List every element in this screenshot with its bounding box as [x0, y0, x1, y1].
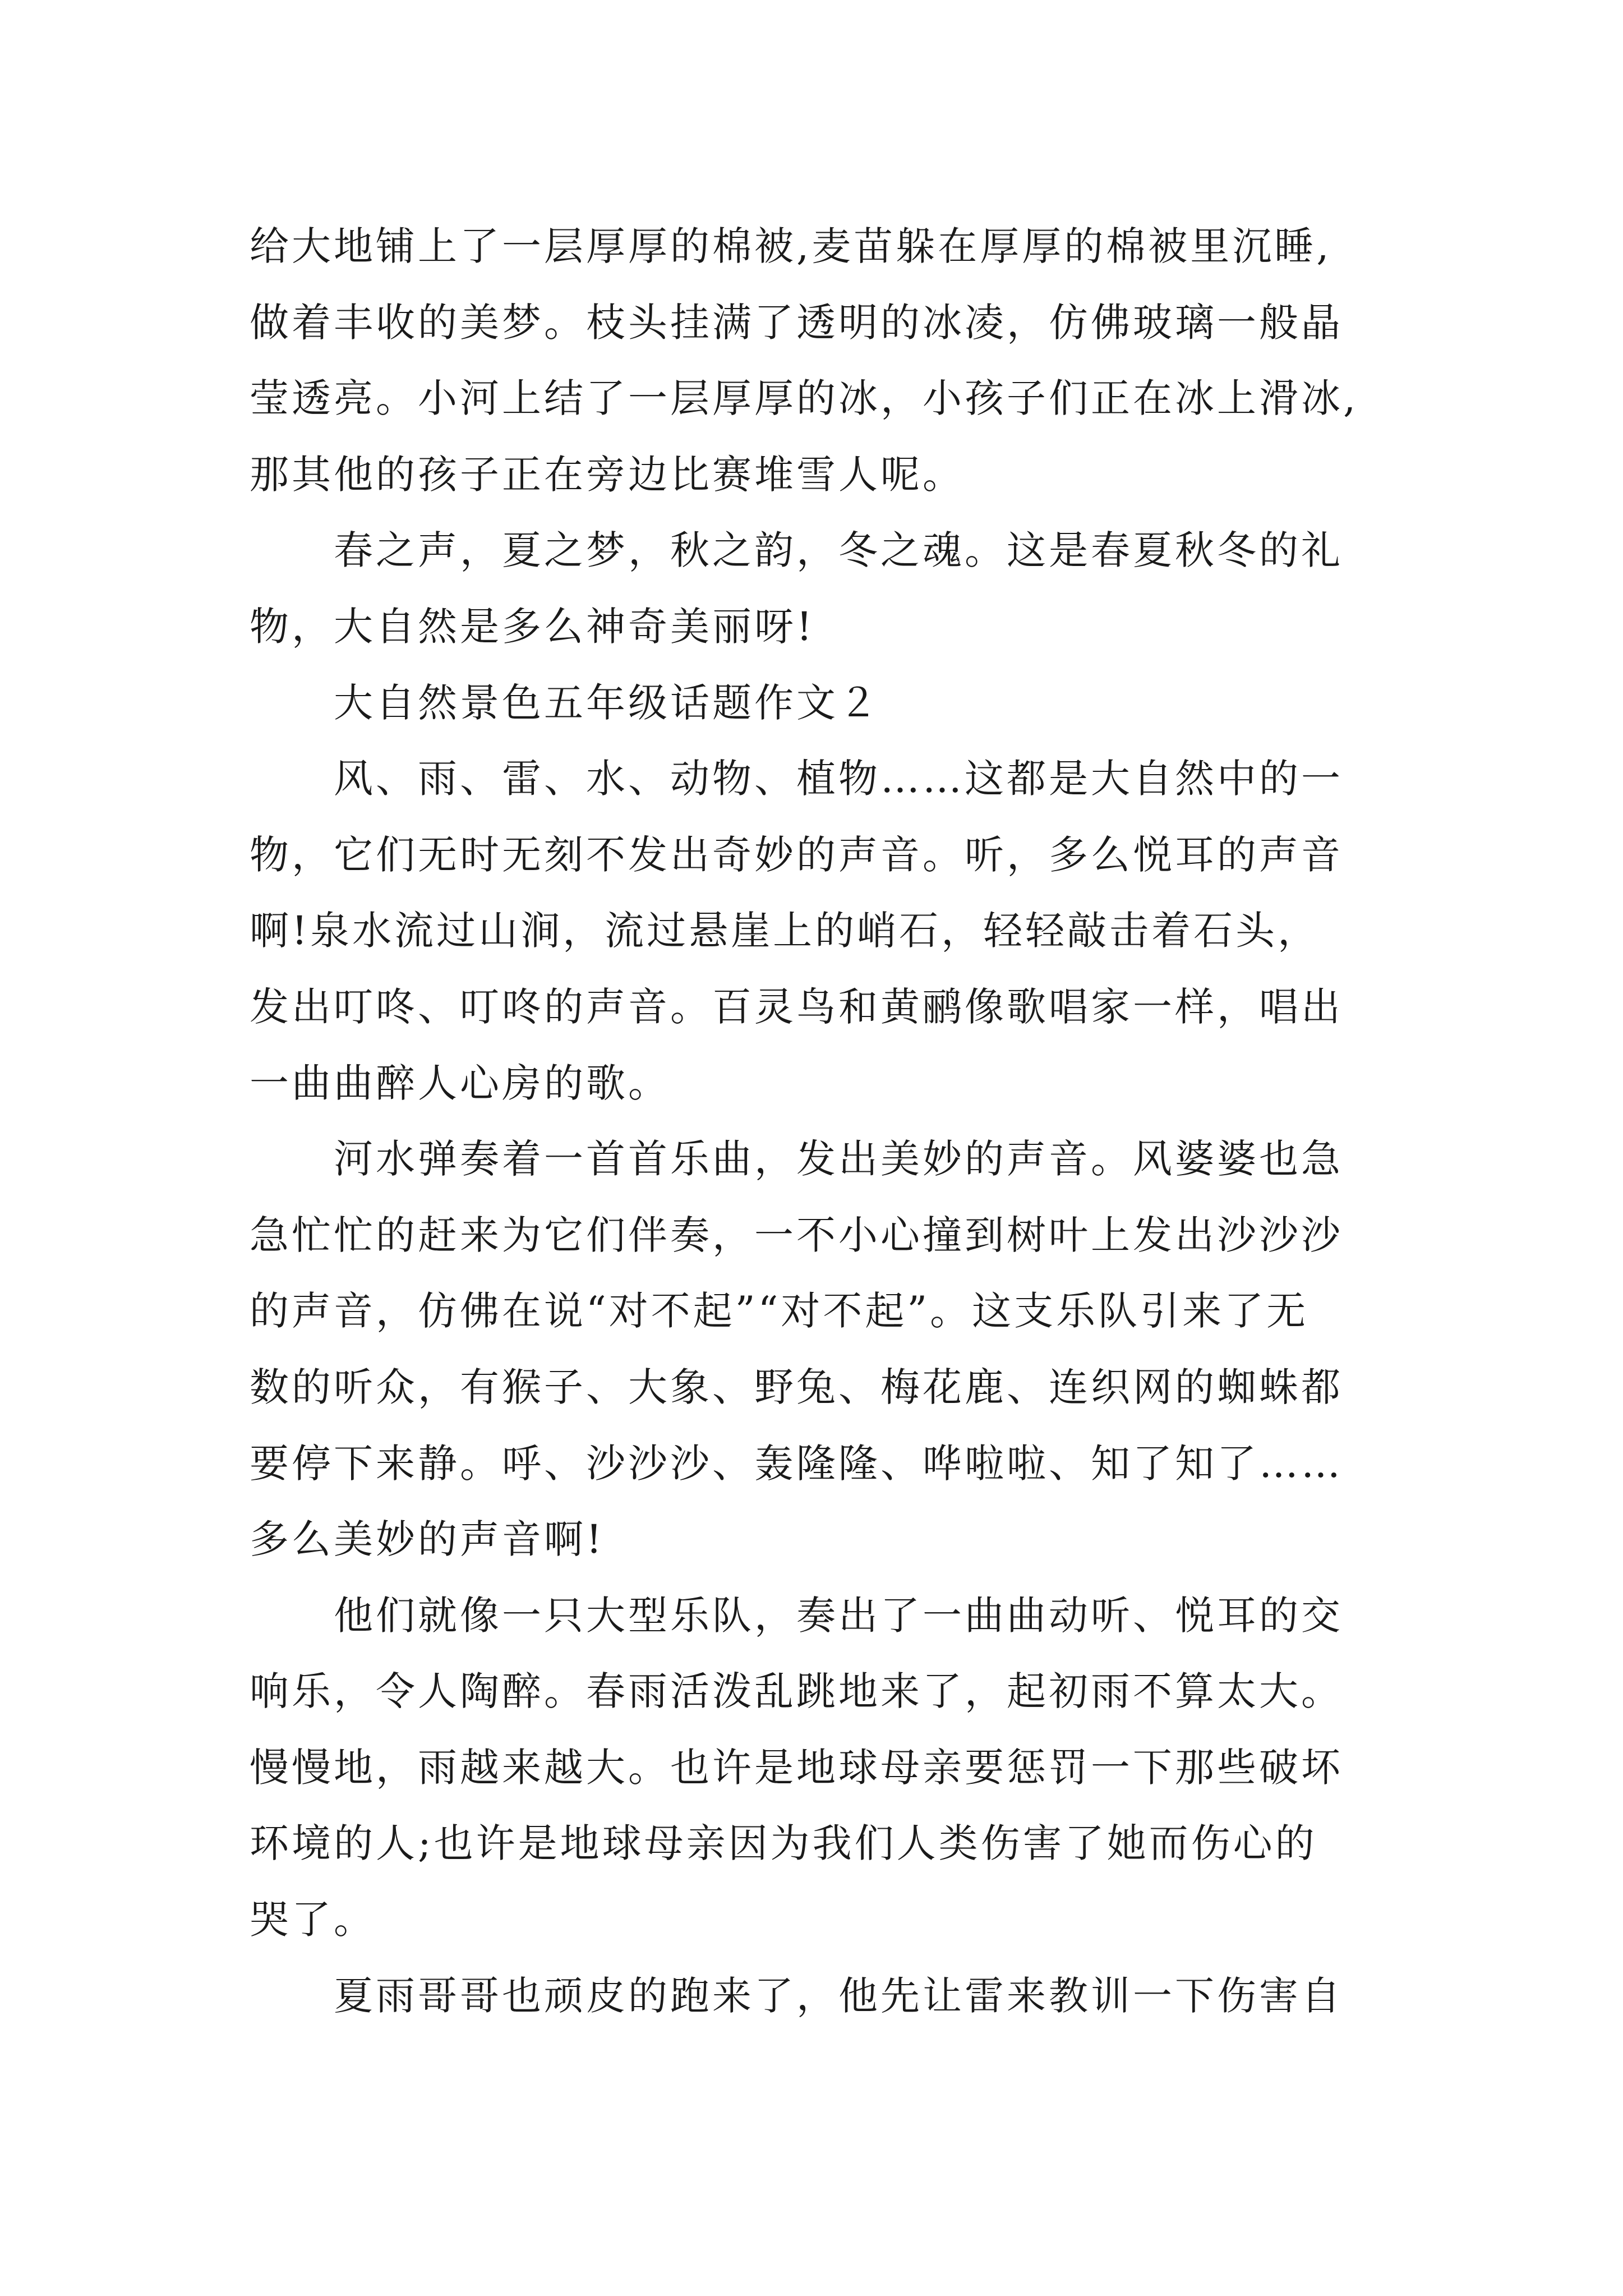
text-line: 数的听众，有猴子、大象、野兔、梅花鹿、连织网的蜘蛛都 — [250, 1364, 1343, 1410]
text-line: 啊!泉水流过山涧，流过悬崖上的峭石，轻轻敲击着石头， — [250, 908, 1320, 954]
text-line: 物，大自然是多么神奇美丽呀! — [250, 603, 815, 650]
text-line: 慢慢地，雨越来越大。也许是地球母亲要惩罚一下那些破坏 — [250, 1744, 1343, 1791]
section-heading: 大自然景色五年级话题作文２ — [334, 679, 880, 726]
text-line: 莹透亮。小河上结了一层厚厚的冰，小孩子们正在冰上滑冰, — [250, 375, 1359, 422]
paragraph-start-line: 风、雨、雷、水、动物、植物……这都是大自然中的一 — [334, 756, 1343, 802]
paragraph-start-line: 夏雨哥哥也顽皮的跑来了，他先让雷来教训一下伤害自 — [334, 1972, 1343, 2019]
text-line: 多么美妙的声音啊! — [250, 1516, 605, 1563]
text-line: 做着丰收的美梦。枝头挂满了透明的冰凌，仿佛玻璃一般晶 — [250, 299, 1343, 346]
text-line: 发出叮咚、叮咚的声音。百灵鸟和黄鹂像歌唱家一样，唱出 — [250, 983, 1343, 1030]
paragraph-start-line: 他们就像一只大型乐队，奏出了一曲曲动听、悦耳的交 — [334, 1592, 1343, 1639]
text-line: 急忙忙的赶来为它们伴奏，一不小心撞到树叶上发出沙沙沙 — [250, 1212, 1343, 1258]
paragraph-start-line: 春之声，夏之梦，秋之韵，冬之魂。这是春夏秋冬的礼 — [334, 527, 1343, 574]
text-line: 哭了。 — [250, 1897, 376, 1943]
text-line: 一曲曲醉人心房的歌。 — [250, 1060, 670, 1106]
text-line: 给大地铺上了一层厚厚的棉被,麦苗躲在厚厚的棉被里沉睡, — [250, 223, 1332, 269]
paragraph-start-line: 河水弹奏着一首首乐曲，发出美妙的声音。风婆婆也急 — [334, 1136, 1343, 1182]
text-line: 响乐，令人陶醉。春雨活泼乱跳地来了，起初雨不算太大。 — [250, 1668, 1343, 1715]
text-line: 的声音，仿佛在说“对不起”“对不起”。这支乐队引来了无 — [250, 1288, 1309, 1335]
text-line: 要停下来静。呼、沙沙沙、轰隆隆、哗啦啦、知了知了…… — [250, 1440, 1343, 1487]
text-line: 物，它们无时无刻不发出奇妙的声音。听，多么悦耳的声音 — [250, 831, 1343, 878]
body-text — [250, 209, 1394, 2034]
text-line: 那其他的孩子正在旁边比赛堆雪人呢。 — [250, 451, 965, 498]
text-line: 环境的人;也许是地球母亲因为我们人类伤害了她而伤心的 — [250, 1820, 1317, 1867]
